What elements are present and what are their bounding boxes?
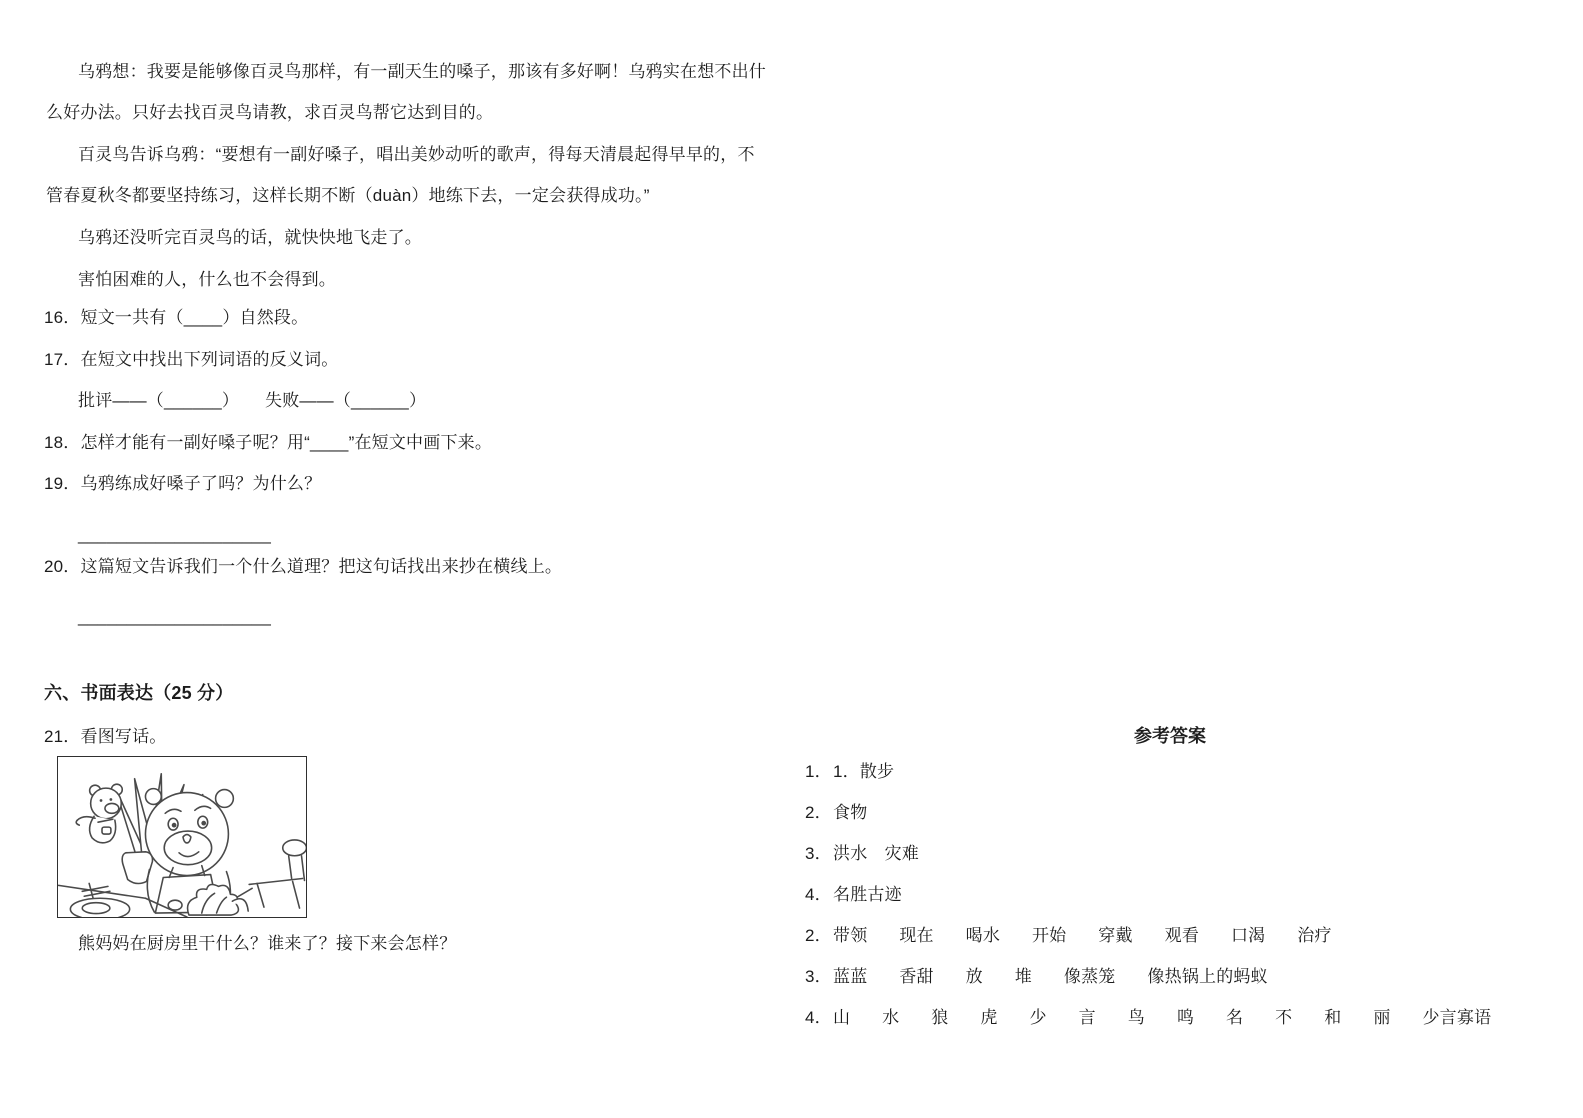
question-18: 18．怎样才能有一副好嗓子呢？用“____”在短文中画下来。 xyxy=(44,433,493,452)
picture-caption: 熊妈妈在厨房里干什么？谁来了？接下来会怎样？ xyxy=(78,934,457,953)
question-20: 20．这篇短文告诉我们一个什么道理？把这句话找出来抄在横线上。 xyxy=(44,557,563,576)
passage-line: 乌鸦想：我要是能够像百灵鸟那样，有一副天生的嗓子，那该有多好啊！乌鸦实在想不出什 xyxy=(78,62,766,81)
question-21-picture xyxy=(57,756,307,918)
answer-text: 蓝蓝 香甜 放 堆 像蒸笼 像热锅上的蚂蚁 xyxy=(833,967,1268,986)
answers-title: 参考答案 xyxy=(1134,726,1206,746)
passage-line: 百灵鸟告诉乌鸦：“要想有一副好嗓子，唱出美妙动听的歌声，得每天清晨起得早早的，不 xyxy=(78,145,755,164)
passage-line: 害怕困难的人，什么也不会得到。 xyxy=(78,270,336,289)
answer-blank-line: ____________________ xyxy=(78,607,272,626)
answer-text: 1．散步 xyxy=(833,762,895,781)
question-16: 16．短文一共有（____）自然段。 xyxy=(44,308,309,327)
passage-line: 管春夏秋冬都要坚持练习，这样长期不断（duàn）地练下去，一定会获得成功。” xyxy=(46,186,650,205)
answer-number: 1． xyxy=(805,762,832,781)
answer-item xyxy=(805,966,1268,988)
answer-text: 山 水 狼 虎 少 言 鸟 鸣 名 不 和 丽 少言寡语 xyxy=(833,1008,1492,1027)
answer-item xyxy=(805,925,1332,947)
answer-number: 4． xyxy=(805,1008,832,1027)
answer-text: 洪水 灾难 xyxy=(833,844,919,863)
passage-line: 么好办法。只好去找百灵鸟请教，求百灵鸟帮它达到目的。 xyxy=(46,103,494,122)
answer-item xyxy=(805,761,894,783)
answer-number: 3． xyxy=(805,967,832,986)
answer-item xyxy=(805,802,867,824)
question-21: 21．看图写话。 xyxy=(44,727,167,746)
answer-text: 食物 xyxy=(833,803,868,822)
answer-number: 2． xyxy=(805,926,832,945)
question-17-blanks: 批评——（______） 失败——（______） xyxy=(78,391,427,410)
answer-number: 3． xyxy=(805,844,832,863)
passage-line: 乌鸦还没听完百灵鸟的话，就快快地飞走了。 xyxy=(78,228,422,247)
answer-text: 名胜古迹 xyxy=(833,885,902,904)
answer-blank-line: ____________________ xyxy=(78,525,272,544)
answer-text: 带领 现在 喝水 开始 穿戴 观看 口渴 治疗 xyxy=(833,926,1332,945)
answer-number: 4． xyxy=(805,885,832,904)
question-17: 17．在短文中找出下列词语的反义词。 xyxy=(44,350,339,369)
bear-mother-kitchen-illustration-icon xyxy=(58,757,306,917)
section-6-title: 六、书面表达（25 分） xyxy=(44,683,234,703)
answer-number: 2． xyxy=(805,803,832,822)
answer-item xyxy=(805,1007,1491,1029)
question-19: 19．乌鸦练成好嗓子了吗？为什么？ xyxy=(44,474,322,493)
answer-item xyxy=(805,843,919,865)
answer-item xyxy=(805,884,902,906)
